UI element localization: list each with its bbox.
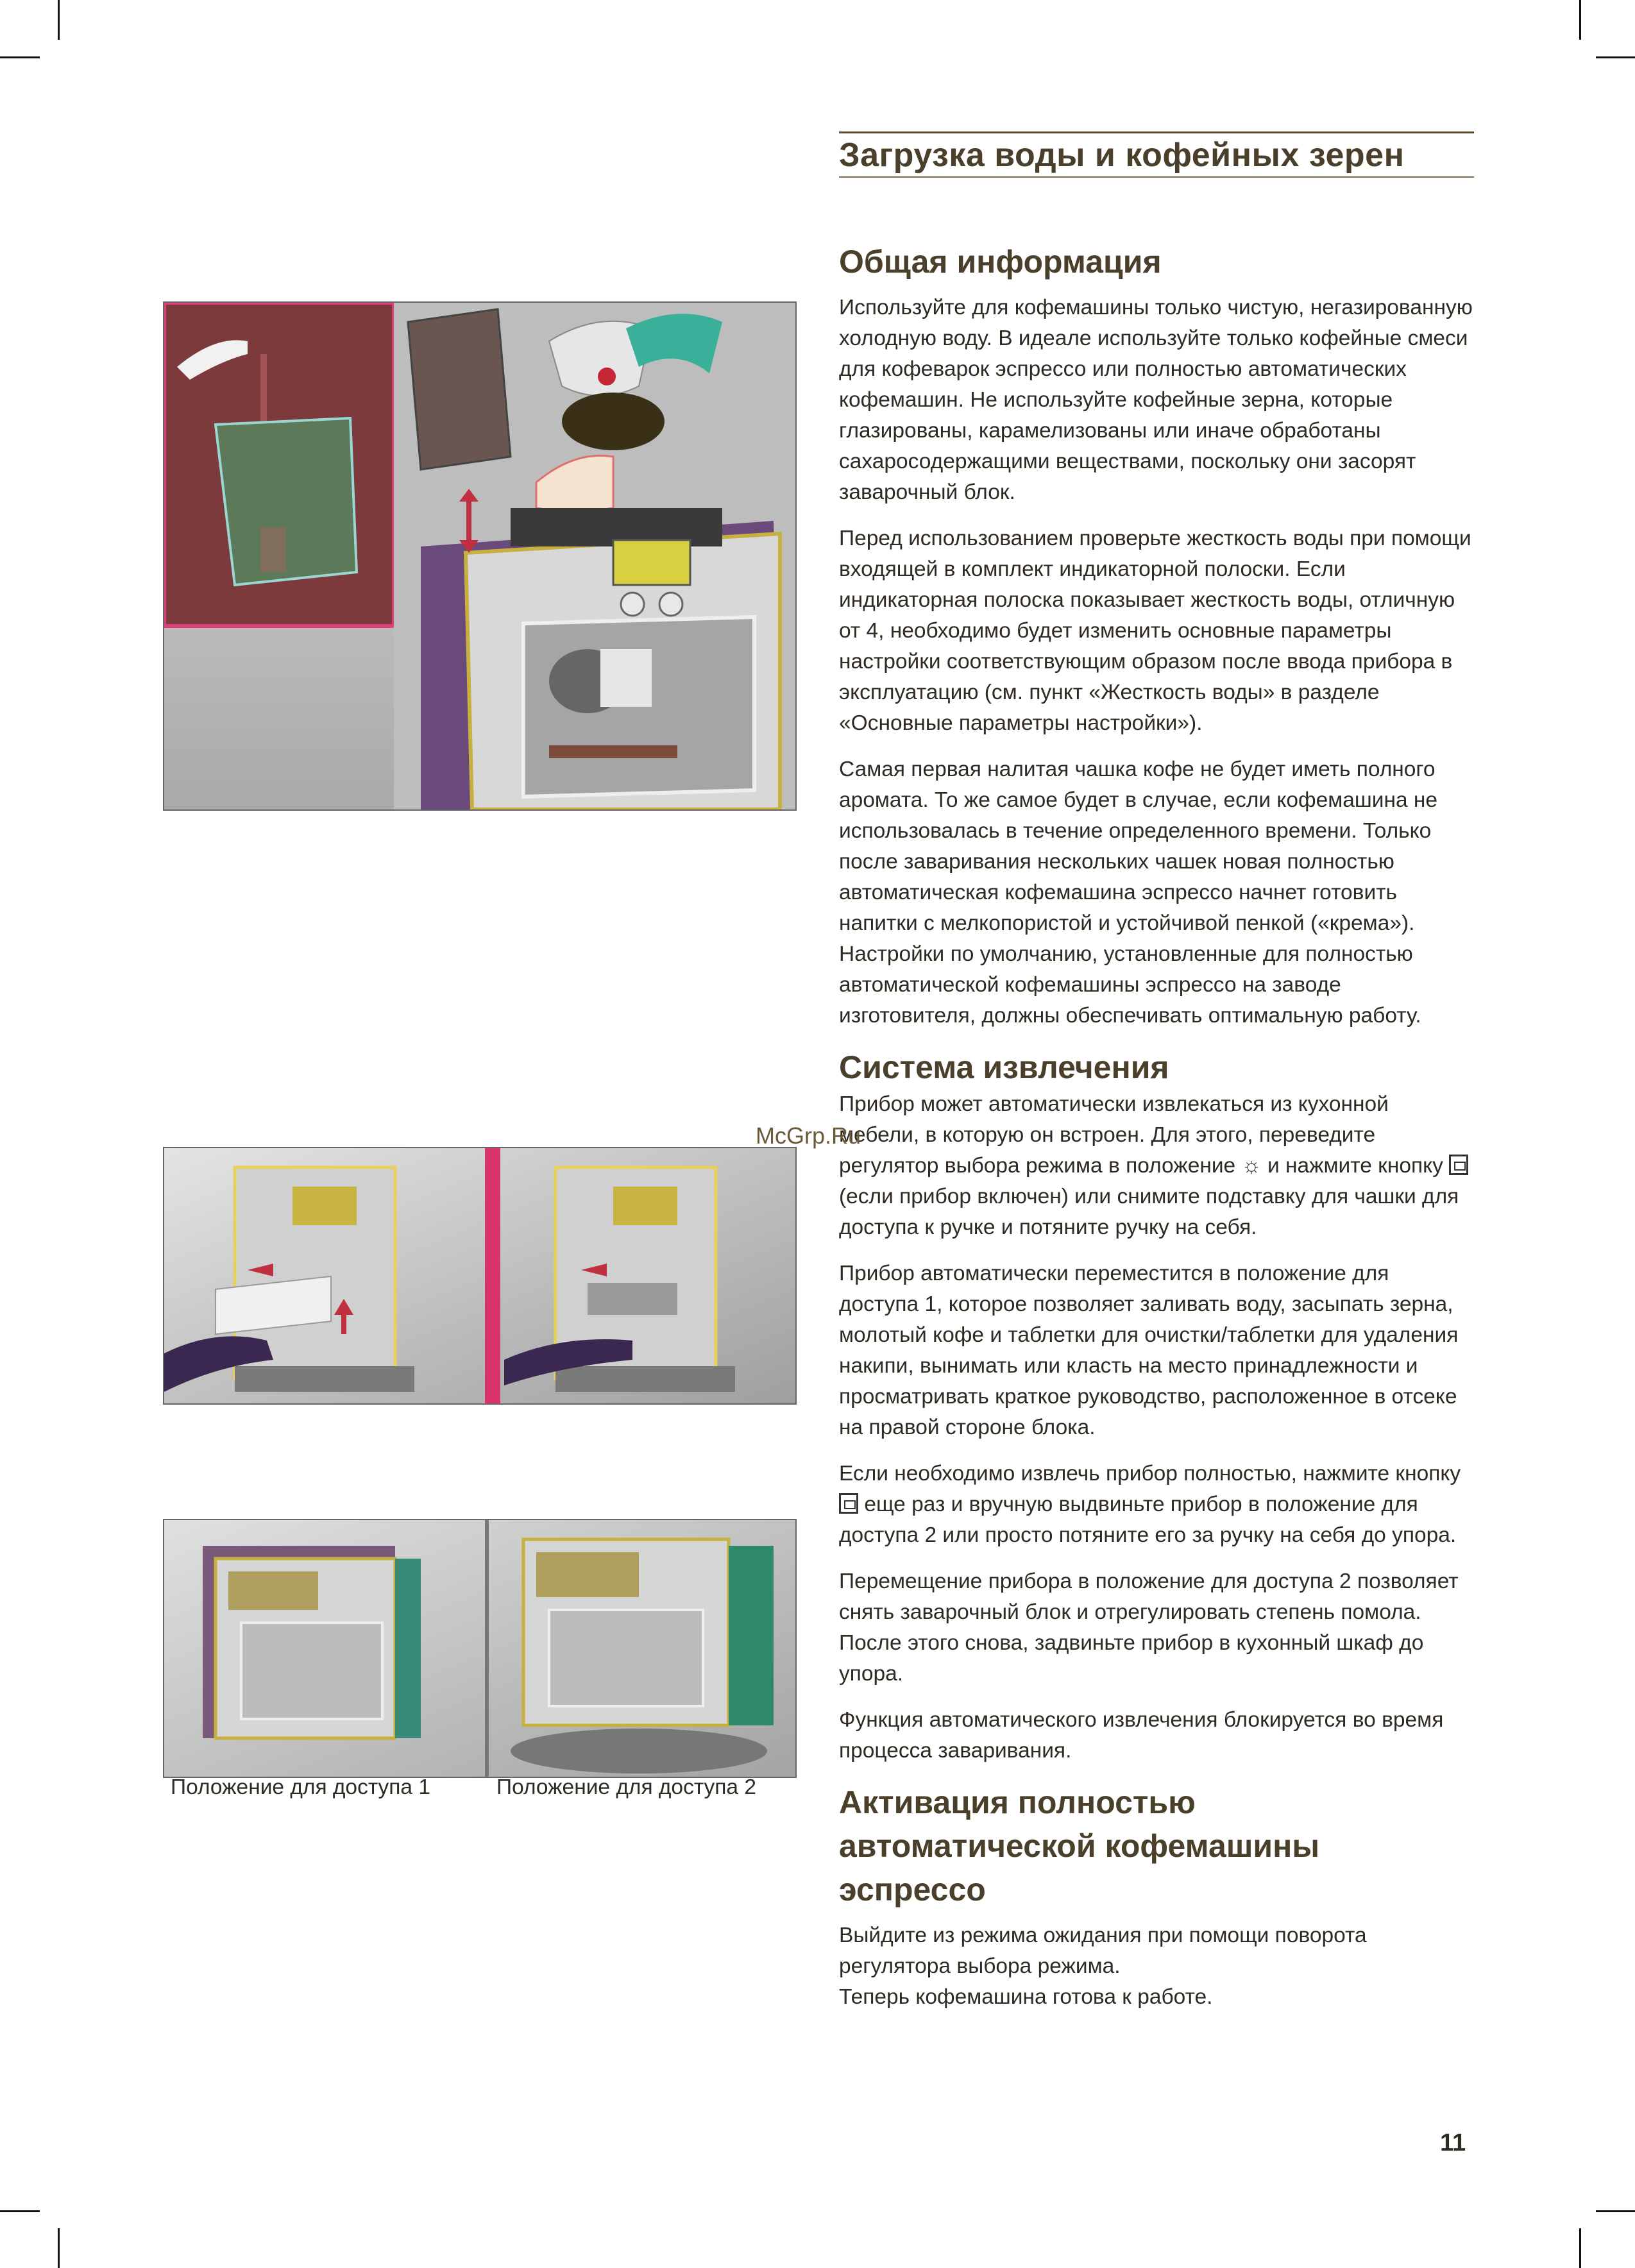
illustration-access-positions-svg [164,1520,795,1777]
section-heading-general: Общая информация [839,244,1162,280]
extraction-paragraph-1 [839,1089,1474,1243]
extraction-p1-part-c: (если прибор включен) или снимите подставку для чашки для доступа к ручке и потяните ручку на себя. [839,1185,1459,1239]
page-number: 11 [1440,2129,1466,2156]
crop-mark [0,2210,40,2212]
crop-mark [1596,2210,1635,2212]
activation-paragraph [839,1920,1474,2013]
activation-heading-line-1: Активация полностью [839,1784,1196,1820]
activation-line-2: Теперь кофемашина готова к работе. [839,1985,1213,2009]
extract-button-icon [839,1493,858,1514]
crop-mark [58,2228,60,2268]
extraction-p1-part-a: Прибор может автоматически извлекаться из кухонной мебели, в которую он встроен. Для этого, переведите регулятор выбора режима в положение [839,1092,1389,1178]
figure-caption-access-1: Положение для доступа 1 [171,1775,430,1799]
extraction-p1-part-b: и нажмите кнопку [1267,1154,1443,1178]
figure-caption-access-2: Положение для доступа 2 [496,1775,756,1799]
header-rule [839,176,1474,178]
page-title: Загрузка воды и кофейных зерен [839,137,1405,174]
crop-mark [0,56,40,58]
activation-heading-line-2: автоматической кофемашины [839,1828,1320,1864]
illustration-water-and-beans-svg [164,303,795,809]
activation-line-1: Выйдите из режима ожидания при помощи поворота регулятора выбора режима. [839,1924,1367,1978]
sun-icon: ☼ [1241,1153,1262,1178]
general-paragraph-2: Перед использованием проверьте жесткость воды при помощи входящей в комплект индикаторной полоски. Если индикаторная полоска показывает жесткость воды, отличную от 4, необходимо будет изменить основные параметры настройки соответствующим образом после ввода прибора в эксплуатацию (см. пункт «Жесткость воды» в разделе «Основные параметры настройки»). [839,527,1471,735]
general-paragraph-3: Самая первая налитая чашка кофе не будет иметь полного аромата. То же самое будет в случае, если кофемашина не использовалась в течение определенного времени. Только после заваривания нескольких чашек новая полностью автоматическая кофемашина эспрессо начнет готовить напитки с мелкопористой и устойчивой пенкой («крема»). Настройки по умолчанию, установленные для полностью автоматической кофемашины эспрессо на заводе изготовителя, должны обеспечивать оптимальную работу. [839,757,1438,1028]
illustration-access-positions [163,1519,797,1778]
extraction-paragraph-5: Функция автоматического извлечения блокируется во время процесса заваривания. [839,1708,1444,1763]
general-paragraph-1: Используйте для кофемашины только чистую, негазированную холодную воду. В идеале используйте только кофейные смеси для кофеварок эспрессо или полностью автоматических кофемашин. Не используйте кофейные зерна, которые глазированы, карамелизованы или иначе обработаны сахаросодержащими веществами, поскольку они засорят заварочный блок. [839,296,1473,504]
header-rule [839,131,1474,133]
extract-button-icon [1449,1155,1468,1175]
crop-mark [1579,0,1581,40]
illustration-extraction-hand-svg [164,1148,795,1403]
section-heading-extraction: Система извлечения [839,1049,1169,1085]
activation-heading-line-3: эспрессо [839,1872,986,1908]
illustration-water-and-beans [163,301,797,811]
extraction-paragraph-3 [839,1459,1474,1551]
text-column [839,240,1474,2013]
extraction-paragraph-4: Перемещение прибора в положение для доступа 2 позволяет снять заварочный блок и отрегулировать степень помола. После этого снова, задвиньте прибор в кухонный шкаф до упора. [839,1570,1459,1686]
section-heading-activation [839,1781,1474,1911]
crop-mark [58,0,60,40]
crop-mark [1596,56,1635,58]
watermark: McGrp.Ru [756,1122,861,1149]
extraction-p3-part-a: Если необходимо извлечь прибор полностью, нажмите кнопку [839,1462,1461,1485]
extraction-p3-part-b: еще раз и вручную выдвиньте прибор в положение для доступа 2 или просто потяните его за ручку на себя до упора. [839,1493,1457,1547]
illustration-extraction-hand [163,1147,797,1405]
extraction-paragraph-2: Прибор автоматически переместится в положение для доступа 1, которое позволяет заливать воду, засыпать зерна, молотый кофе и таблетки для очистки/таблетки для удаления накипи, вынимать или класть на место принадлежности и просматривать краткое руководство, расположенное в отсеке на правой стороне блока. [839,1262,1459,1439]
crop-mark [1579,2228,1581,2268]
